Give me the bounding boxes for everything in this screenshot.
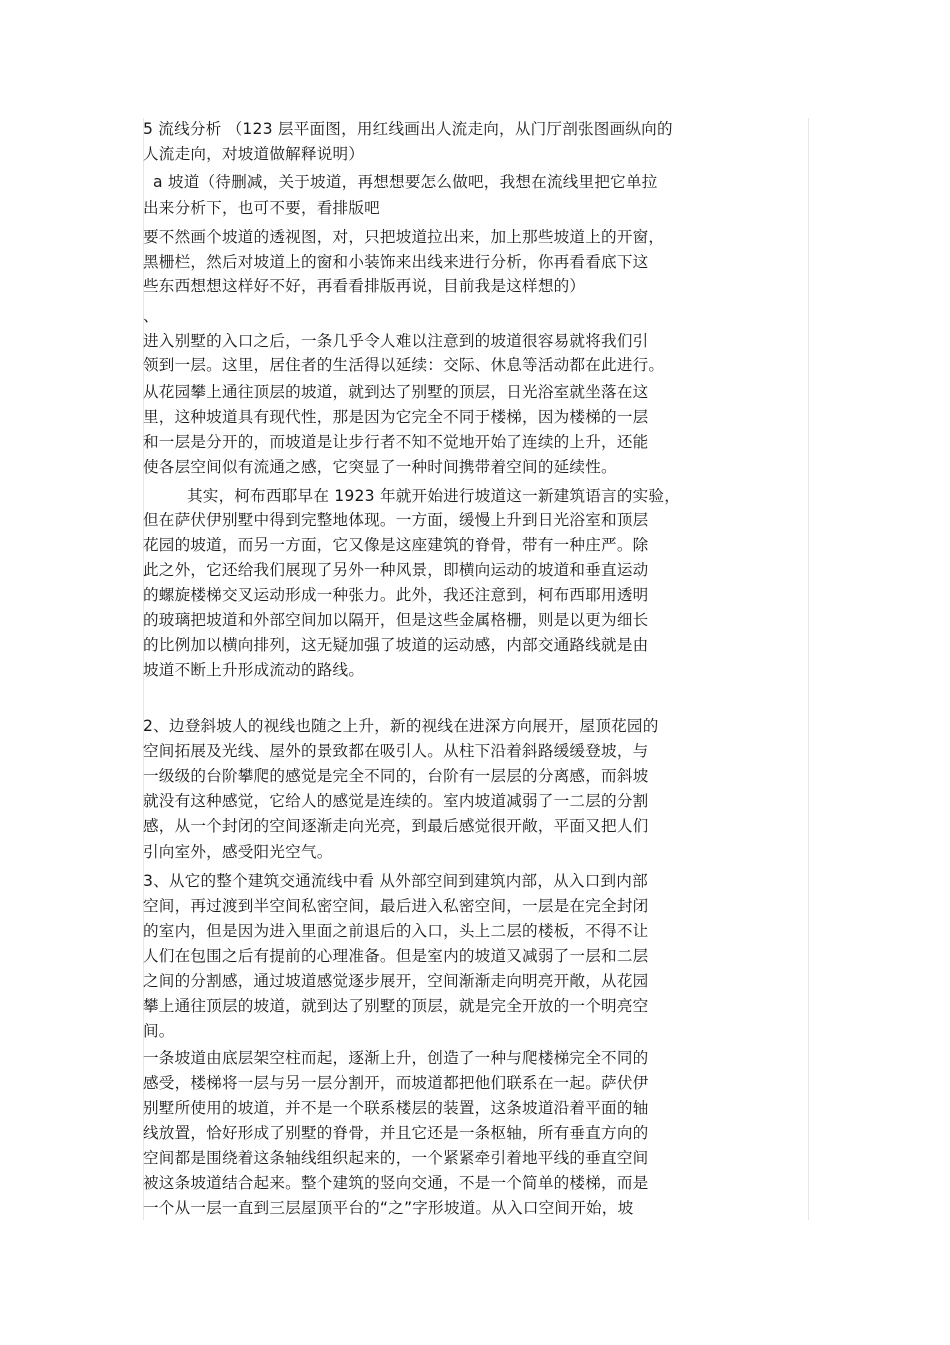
text-line: 感受，楼梯将一层与另一层分割开，而坡道都把他们联系在一起。萨伏伊 [143, 1074, 649, 1092]
text-line: 攀上通往顶层的坡道，就到达了别墅的顶层，就是完全开放的一个明亮空 [143, 997, 649, 1015]
text-line: 之间的分割感，通过坡道感觉逐步展开，空间渐渐走向明亮开敞，从花园 [143, 972, 649, 990]
text-line: 就没有这种感觉，它给人的感觉是连续的。室内坡道减弱了一二层的分割 [143, 792, 649, 810]
text-line: 从花园攀上通往顶层的坡道，就到达了别墅的顶层，日光浴室就坐落在这 [143, 383, 649, 401]
text-line: 2、边登斜坡人的视线也随之上升，新的视线在进深方向展开，屋顶花园的 [143, 717, 659, 735]
text-line: 花园的坡道，而另一方面，它又像是这座建筑的脊骨，带有一种庄严。除 [143, 536, 649, 554]
text-line: 一个从一层一直到三层屋顶平台的“之”字形坡道。从入口空间开始，坡 [143, 1199, 634, 1217]
text-line: 一级级的台阶攀爬的感觉是完全不同的，台阶有一层层的分离感，而斜坡 [143, 767, 649, 785]
text-line: 间。 [143, 1022, 175, 1040]
text-line: 的室内，但是因为进入里面之前退后的入口，头上二层的楼板，不得不让 [143, 922, 649, 940]
text-line: 空间都是围绕着这条轴线组织起来的，一个紧紧牵引着地平线的垂直空间 [143, 1149, 649, 1167]
text-line: 空间拓展及光线、屋外的景致都在吸引人。从柱下沿着斜路缓缓登坡，与 [143, 742, 649, 760]
text-line: a 坡道（待删减，关于坡道，再想想要怎么做吧，我想在流线里把它单拉 [153, 173, 658, 191]
text-line: 一条坡道由底层架空柱而起，逐渐上升，创造了一种与爬楼梯完全不同的 [143, 1049, 649, 1067]
text-line: 出来分析下，也可不要，看排版吧 [143, 199, 380, 217]
text-line: 被这条坡道结合起来。整个建筑的竖向交通，不是一个简单的楼梯，而是 [143, 1174, 649, 1192]
text-line: 、 [143, 307, 159, 325]
text-line: 空间，再过渡到半空间私密空间，最后进入私密空间，一层是在完全封闭 [143, 897, 649, 915]
text-line: 此之外，它还给我们展现了另外一种风景，即横向运动的坡道和垂直运动 [143, 561, 649, 579]
text-line: 些东西想想这样好不好，再看看排版再说，目前我是这样想的） [143, 277, 586, 295]
text-line: 里，这种坡道具有现代性，那是因为它完全不同于楼梯，因为楼梯的一层 [143, 408, 649, 426]
text-line: 感，从一个封闭的空间逐渐走向光亮，到最后感觉很开敞，平面又把人们 [143, 817, 649, 835]
text-line: 线放置，恰好形成了别墅的脊骨，并且它还是一条枢轴，所有垂直方向的 [143, 1124, 649, 1142]
text-line: 领到一层。这里，居住者的生活得以延续：交际、休息等活动都在此进行。 [143, 356, 665, 374]
text-line: 人流走向，对坡道做解释说明） [143, 145, 365, 163]
text-line: 黑栅栏，然后对坡道上的窗和小装饰来出线来进行分析，你再看看底下这 [143, 253, 649, 271]
text-line: 进入别墅的入口之后，一条几乎令人难以注意到的坡道很容易就将我们引 [143, 332, 649, 350]
text-line: 的比例加以横向排列，这无疑加强了坡道的运动感，内部交通路线就是由 [143, 636, 649, 654]
text-line: 引向室外，感受阳光空气。 [143, 843, 333, 861]
text-line: 和一层是分开的，而坡道是让步行者不知不觉地开始了连续的上升，还能 [143, 433, 649, 451]
text-line: 但在萨伏伊别墅中得到完整地体现。一方面，缓慢上升到日光浴室和顶层 [143, 511, 649, 529]
text-line: 的螺旋楼梯交叉运动形成一种张力。此外，我还注意到，柯布西耶用透明 [143, 586, 649, 604]
text-line: 要不然画个坡道的透视图，对，只把坡道拉出来，加上那些坡道上的开窗， [143, 228, 665, 246]
text-line: 的玻璃把坡道和外部空间加以隔开，但是这些金属格栅，则是以更为细长 [143, 611, 649, 629]
text-line: 3、从它的整个建筑交通流线中看 从外部空间到建筑内部，从入口到内部 [143, 872, 648, 890]
text-line: 5 流线分析 （123 层平面图，用红线画出人流走向，从门厅剖张图画纵向的 [143, 120, 673, 138]
text-line: 使各层空间似有流通之感，它突显了一种时间携带着空间的延续性。 [143, 458, 617, 476]
text-line: 人们在包围之后有提前的心理准备。但是室内的坡道又减弱了一层和二层 [143, 947, 649, 965]
text-line: 坡道不断上升形成流动的路线。 [143, 661, 365, 679]
text-line: 其实，柯布西耶早在 1923 年就开始进行坡道这一新建筑语言的实验， [187, 487, 681, 505]
text-line: 别墅所使用的坡道，并不是一个联系楼层的装置，这条坡道沿着平面的轴 [143, 1099, 649, 1117]
